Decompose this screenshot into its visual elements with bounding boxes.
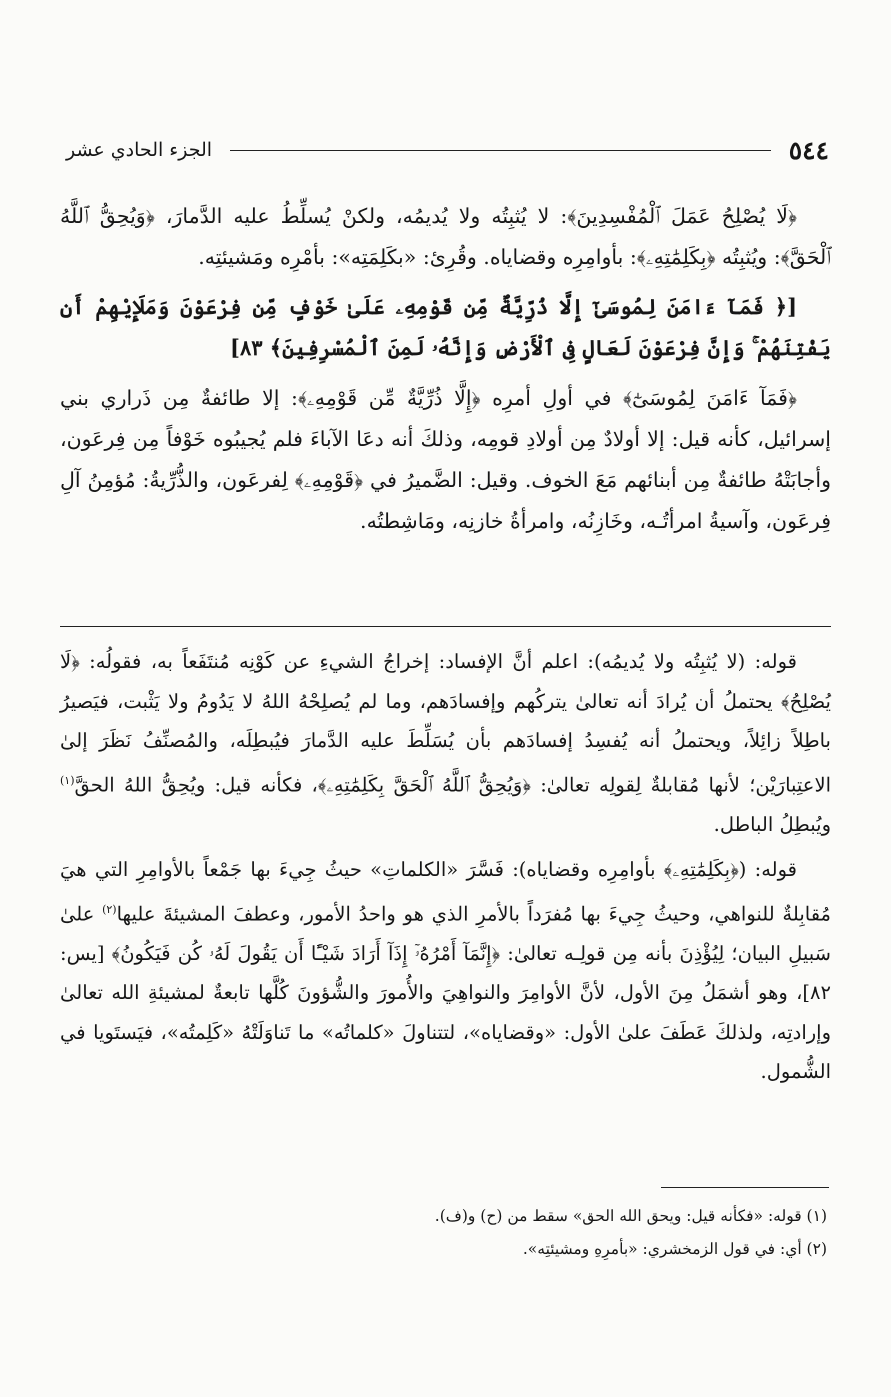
quran-verse-83: [﴿ فَمَآ ءَامَنَ لِمُوسَىٰٓ إِلَّا ذُرِّيَّةٌ مِّن قَوْمِهِۦ عَلَىٰ خَوْفٍ مِّن فِرْعَوْنَ وَمَلَإِيْهِمْ أَن يَفْتِنَهُمْ ۚ وَإِنَّ فِرْعَوْنَ لَعَالٍ فِى ٱلْأَرْضِ وَإِنَّهُۥ لَمِنَ ٱلْمُسْرِفِينَ﴾ ٨٣]: [60, 294, 831, 360]
footnote-ref-1: (١): [60, 773, 75, 787]
commentary-paragraph-2-text: قوله: (﴿بِكَلِمَٰتِهِۦ﴾ بأوامِرِه وقضاياه): فَسَّرَ «الكلماتِ» حيثُ جِيءَ بها جَمْعاً بالأوامِرِ التي هيَ مُقابِلةٌ للنواهي، وحيثُ جِيءَ بها مُفرَداً بالأمرِ الذي هو واحدُ الأمور، وعطفَ المشيئةَ عليها: [60, 858, 831, 925]
footnotes: [60, 1200, 827, 1266]
commentary-divider: [60, 626, 831, 627]
part-title: الجزء الحادي عشر: [66, 139, 213, 161]
commentary-paragraph-2-end: علىٰ سَبيلِ البيان؛ لِيُؤْذِنَ بأنه مِن قولِـه تعالىٰ: ﴿إِنَّمَآ أَمْرُهُۥٓ إِذَآ أَرَادَ شَيْـًٔا أَن يَقُولَ لَهُۥ كُن فَيَكُونُ﴾ [يس: ٨٢]، وهو أشمَلُ مِنَ الأول، لأنَّ الأوامِرَ والنواهِيَ والأُمورَ والشُّؤونَ كُلَّها تابعةٌ لمشيئةِ الله تعالىٰ وإرادتِه، ولذلكَ عَطَفَ علىٰ الأول: «وقضاياه»، لتتناولَ «كلماتُه» ما تَناوَلَتْهُ «كَلِمتُه»، فيَستَويا في الشُّمول.: [60, 902, 831, 1083]
commentary-paragraph-1-text: قوله: (لا يُثبِتُه ولا يُديمُه): اعلم أنَّ الإفساد: إخراجُ الشيءِ عن كَوْنِه مُنتَفَعاً به، فقولُه: ﴿لَا يُصْلِحُ﴾ يحتملُ أن يُرادَ أنه تعالىٰ يتركُهم وإفسادَهم، وما لم يُصلِحْهُ اللهُ لا يَدُومُ ولا يَثْبت، فيَصيرُ باطِلاً زائِلاً، ويحتملُ أنه يُفسِدُ إفسادَهم بأن يُسَلِّطَ عليه الدَّمارَ فيُبطِلَه، والمُصنِّفُ نَظَرَ إلىٰ الاعتِبارَيْن؛ لأنها مُقابلةٌ لِقولِه تعالىٰ: ﴿وَيُحِقُّ ٱللَّهُ ٱلْحَقَّ بِكَلِمَٰتِهِۦ﴾، فكأنه قيل: ويُحِقُّ اللهُ الحقَّ: [60, 650, 831, 796]
page-number: ٥٤٤: [788, 135, 829, 165]
commentary-paragraph-1-end: ويُبطِلُ الباطل.: [713, 812, 831, 836]
tafsir-text: [60, 196, 831, 549]
page-header: [66, 130, 829, 170]
header-rule: [230, 150, 771, 151]
commentary-paragraph-2: [60, 850, 831, 1092]
footnote-2: (٢) أي: في قول الزمخشري: «بأمرِهِ ومشيئتِه».: [522, 1240, 827, 1258]
footnote-1: (١) قوله: «فكأنه قيل: ويحق الله الحق» سقط من (ح) و(ف).: [434, 1207, 827, 1225]
tafsir-paragraph-2: ﴿فَمَآ ءَامَنَ لِمُوسَىٰٓ﴾ في أولِ أمرِه ﴿إِلَّا ذُرِّيَّةٌ مِّن قَوْمِهِۦ﴾: إلا طائفةٌ مِن ذَراري بني إسرائيل، كأنه قيل: إلا أولادٌ مِن أولادِ قومِه، وذلكَ أنه دعَا الآباءَ فلم يُجيبُوه خَوْفاً مِن فِرعَون، وأجابَتْهُ طائفةٌ مِن أبنائهم مَعَ الخوف. وقيل: الضَّميرُ في ﴿قَوْمِهِۦ﴾ لِفرعَون، والذُّرِّيةُ: مُؤمِنُ آلِ فِرعَون، وآسيةُ امرأتُـه، وخَازِنُه، وامرأةُ خازنِه، ومَاشِطتُه.: [60, 386, 831, 533]
footnote-ref-2: (٢): [102, 902, 117, 916]
tafsir-paragraph-1: ﴿لَا يُصْلِحُ عَمَلَ ٱلْمُفْسِدِينَ﴾: لا يُثبِتُه ولا يُديمُه، ولكنْ يُسلِّطُ عليه الدَّمارَ، ﴿وَيُحِقُّ ٱللَّهُ ٱلْحَقَّ﴾: ويُثبِتُه ﴿بِكَلِمَٰتِهِۦ﴾: بأوامِرِه وقضاياه. وقُرِئ: «بكَلِمَتِه»: بأمْرِه ومَشيئتِه.: [60, 204, 831, 269]
commentary-paragraph-1: [60, 642, 831, 844]
commentary-text: [60, 642, 831, 1098]
footnote-divider: [661, 1187, 829, 1188]
